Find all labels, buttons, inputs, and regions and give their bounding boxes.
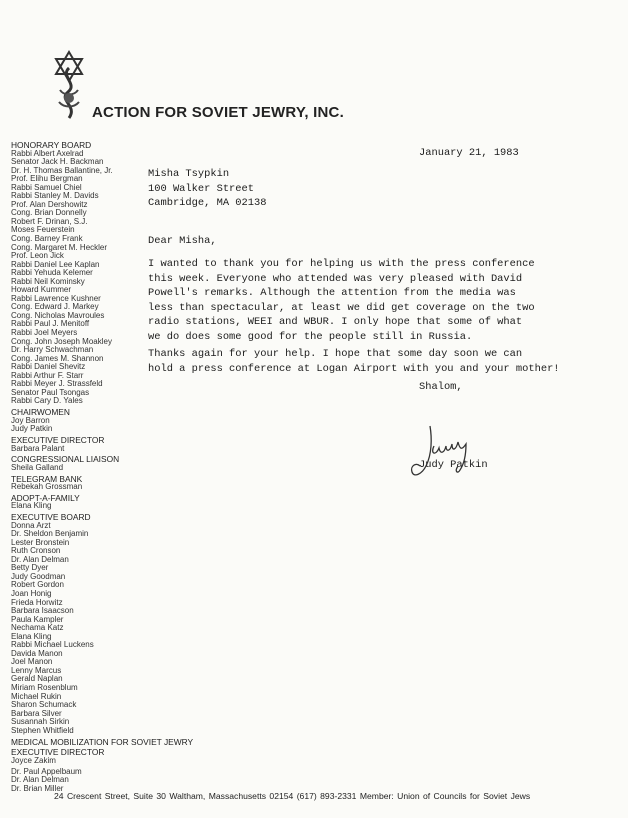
- sidebar-member-name: Rabbi Daniel Shevitz: [11, 362, 86, 372]
- sidebar-member-name: Davida Manon: [11, 648, 63, 658]
- sidebar-section: [11, 436, 161, 453]
- sidebar-member-name: Prof. Leon Jick: [11, 251, 64, 261]
- recipient-street: 100 Walker Street: [148, 182, 255, 195]
- sidebar-member-name: Cong. James M. Shannon: [11, 353, 104, 363]
- sidebar-member-name: Judy Patkin: [11, 424, 53, 434]
- paragraph-2: [148, 347, 560, 376]
- sidebar-member-name: Dr. H. Thomas Ballantine, Jr.: [11, 165, 113, 175]
- sidebar-member-name: Joel Manon: [11, 657, 53, 667]
- sidebar-member-name: Michael Rukin: [11, 691, 62, 701]
- recipient-name: Misha Tsypkin: [148, 168, 230, 180]
- sidebar-member-name: Rabbi Neil Kominsky: [11, 276, 85, 286]
- sidebar-section: [11, 748, 161, 765]
- sidebar-member-name: Barbara Palant: [11, 443, 65, 453]
- sidebar-member-name: Elana Kling: [11, 501, 52, 511]
- sidebar-section-heading: CHAIRWOMEN: [11, 407, 70, 418]
- sidebar-member-name: Joy Barron: [11, 415, 50, 425]
- sidebar-member-name: Stephen Whitfield: [11, 725, 74, 735]
- sidebar-member-name: Ruth Cronson: [11, 546, 61, 556]
- sidebar-member-name: Rabbi Arthur F. Starr: [11, 370, 84, 380]
- sidebar-member-name: Cong. Nicholas Mavroules: [11, 310, 105, 320]
- sidebar-member-name: Rabbi Joel Meyers: [11, 328, 78, 338]
- sidebar-member-name: Robert Gordon: [11, 580, 64, 590]
- sidebar-member-name: Lenny Marcus: [11, 665, 62, 675]
- paragraph-line: radio stations, WEEI and WBUR. I only hope that some of what: [148, 316, 523, 329]
- sidebar-member-name: Rabbi Stanley M. Davids: [11, 191, 99, 201]
- paragraph-line: we do does some good for the people still in Russia.: [148, 330, 473, 343]
- handwritten-signature: [408, 420, 478, 486]
- paragraph-line: this week. Everyone who attended was very pleased with David: [148, 272, 523, 285]
- sidebar-member-name: Cong. Barney Frank: [11, 234, 83, 244]
- paragraph-line: I wanted to thank you for helping us with the press conference: [148, 258, 535, 270]
- letter-date: January 21, 1983: [419, 147, 519, 159]
- organization-name: ACTION FOR SOVIET JEWRY, INC.: [92, 104, 344, 121]
- sidebar-member-name: Susannah Sirkin: [11, 717, 70, 727]
- sidebar-member-name: Dr. Alan Delman: [11, 775, 69, 785]
- sidebar-member-name: Dr. Harry Schwachman: [11, 345, 94, 355]
- sidebar-member-name: Cong. John Joseph Moakley: [11, 336, 112, 346]
- sidebar-member-name: Judy Goodman: [11, 571, 66, 581]
- paragraph-line: Powell's remarks. Although the attention from the media was: [148, 287, 516, 300]
- sidebar-section-heading: ADOPT-A-FAMILY: [11, 492, 80, 503]
- sidebar-member-name: Senator Jack H. Backman: [11, 157, 104, 167]
- paragraph-line: Thanks again for your help. I hope that some day soon we can: [148, 348, 523, 360]
- sidebar-member-name: Gerald Naplan: [11, 674, 63, 684]
- sidebar-member-name: Rabbi Michael Luckens: [11, 640, 94, 650]
- recipient-city: Cambridge, MA 02138: [148, 197, 267, 210]
- sidebar-member-name: Moses Feuerstein: [11, 225, 75, 235]
- footer-address: 24 Crescent Street, Suite 30 Waltham, Massachusetts 02154 (617) 893-2331 Member: Union of Councils for Soviet Jews: [54, 791, 531, 801]
- sidebar-member-name: Dr. Brian Miller: [11, 783, 64, 793]
- sidebar-member-name: Sharon Schumack: [11, 700, 77, 710]
- sidebar-section-heading: CONGRESSIONAL LIAISON: [11, 454, 120, 465]
- sidebar-section: [11, 475, 161, 492]
- sidebar-member-name: Joyce Zakim: [11, 755, 56, 765]
- sidebar-member-name: Rabbi Samuel Chiel: [11, 182, 82, 192]
- sidebar-member-name: Prof. Alan Dershowitz: [11, 199, 88, 209]
- sidebar-section: [11, 768, 161, 794]
- sidebar-member-name: Howard Kummer: [11, 285, 72, 295]
- sidebar-member-name: Rabbi Daniel Lee Kaplan: [11, 259, 100, 269]
- closing: Shalom,: [419, 381, 463, 393]
- sidebar-member-name: Barbara Silver: [11, 708, 62, 718]
- sidebar-member-name: Rabbi Meyer J. Strassfeld: [11, 379, 103, 389]
- signature-name: Judy Patkin: [419, 459, 488, 471]
- sidebar-section: [11, 408, 161, 434]
- sidebar-member-name: Robert F. Drinan, S.J.: [11, 216, 88, 226]
- sidebar-member-name: Rabbi Cary D. Yales: [11, 396, 83, 406]
- sidebar-member-name: Donna Arzt: [11, 520, 51, 530]
- sidebar-section-heading: EXECUTIVE DIRECTOR: [11, 434, 105, 445]
- sidebar-member-name: Cong. Brian Donnelly: [11, 208, 87, 218]
- sidebar-member-name: Cong. Edward J. Markey: [11, 302, 99, 312]
- sidebar-member-name: Cong. Margaret M. Heckler: [11, 242, 108, 252]
- sidebar-section-heading: HONORARY BOARD: [11, 140, 92, 150]
- sidebar-section: [11, 455, 161, 472]
- recipient-address: [148, 167, 266, 211]
- sidebar-member-name: Dr. Paul Appelbaum: [11, 766, 82, 776]
- sidebar-section: [11, 141, 161, 406]
- sidebar-section-heading: MEDICAL MOBILIZATION FOR SOVIET JEWRY: [11, 736, 194, 747]
- sidebar-section-heading: EXECUTIVE BOARD: [11, 512, 91, 523]
- sidebar-member-name: Rabbi Lawrence Kushner: [11, 293, 101, 303]
- salutation: Dear Misha,: [148, 235, 217, 247]
- sidebar-member-name: Senator Paul Tsongas: [11, 387, 90, 397]
- sidebar-member-name: Frieda Horwitz: [11, 597, 63, 607]
- sidebar-member-name: Barbara Isaacson: [11, 606, 74, 616]
- sidebar-member-name: Lester Bronstein: [11, 537, 70, 547]
- star-of-david-logo: [48, 50, 90, 122]
- sidebar-section-heading: TELEGRAM BANK: [11, 473, 83, 484]
- sidebar-member-name: Rabbi Paul J. Menitoff: [11, 319, 90, 329]
- sidebar-section-heading: EXECUTIVE DIRECTOR: [11, 747, 105, 758]
- sidebar-member-name: Prof. Elihu Bergman: [11, 174, 83, 184]
- sidebar-member-name: Rabbi Yehuda Kelemer: [11, 268, 93, 278]
- sidebar-member-name: Paula Kampler: [11, 614, 64, 624]
- sidebar-member-name: Rabbi Albert Axelrad: [11, 148, 84, 158]
- sidebar-member-name: Nechama Katz: [11, 623, 64, 633]
- paragraph-1: [148, 257, 535, 345]
- sidebar-member-name: Sheila Galland: [11, 462, 64, 472]
- sidebar-member-name: Miriam Rosenblum: [11, 683, 78, 693]
- sidebar-member-name: Elana Kling: [11, 631, 52, 641]
- sidebar-member-name: Dr. Sheldon Benjamin: [11, 529, 89, 539]
- sidebar-member-name: Betty Dyer: [11, 563, 49, 573]
- sidebar-member-name: Joan Honig: [11, 589, 52, 599]
- sidebar-section: [11, 494, 161, 511]
- sidebar-member-name: Dr. Alan Delman: [11, 554, 69, 564]
- paragraph-line: hold a press conference at Logan Airport with you and your mother!: [148, 362, 560, 375]
- paragraph-line: less than spectacular, at least we did get coverage on the two: [148, 301, 535, 314]
- sidebar-section: [11, 736, 194, 747]
- sidebar-member-name: Rebekah Grossman: [11, 482, 83, 492]
- sidebar-section: [11, 513, 161, 735]
